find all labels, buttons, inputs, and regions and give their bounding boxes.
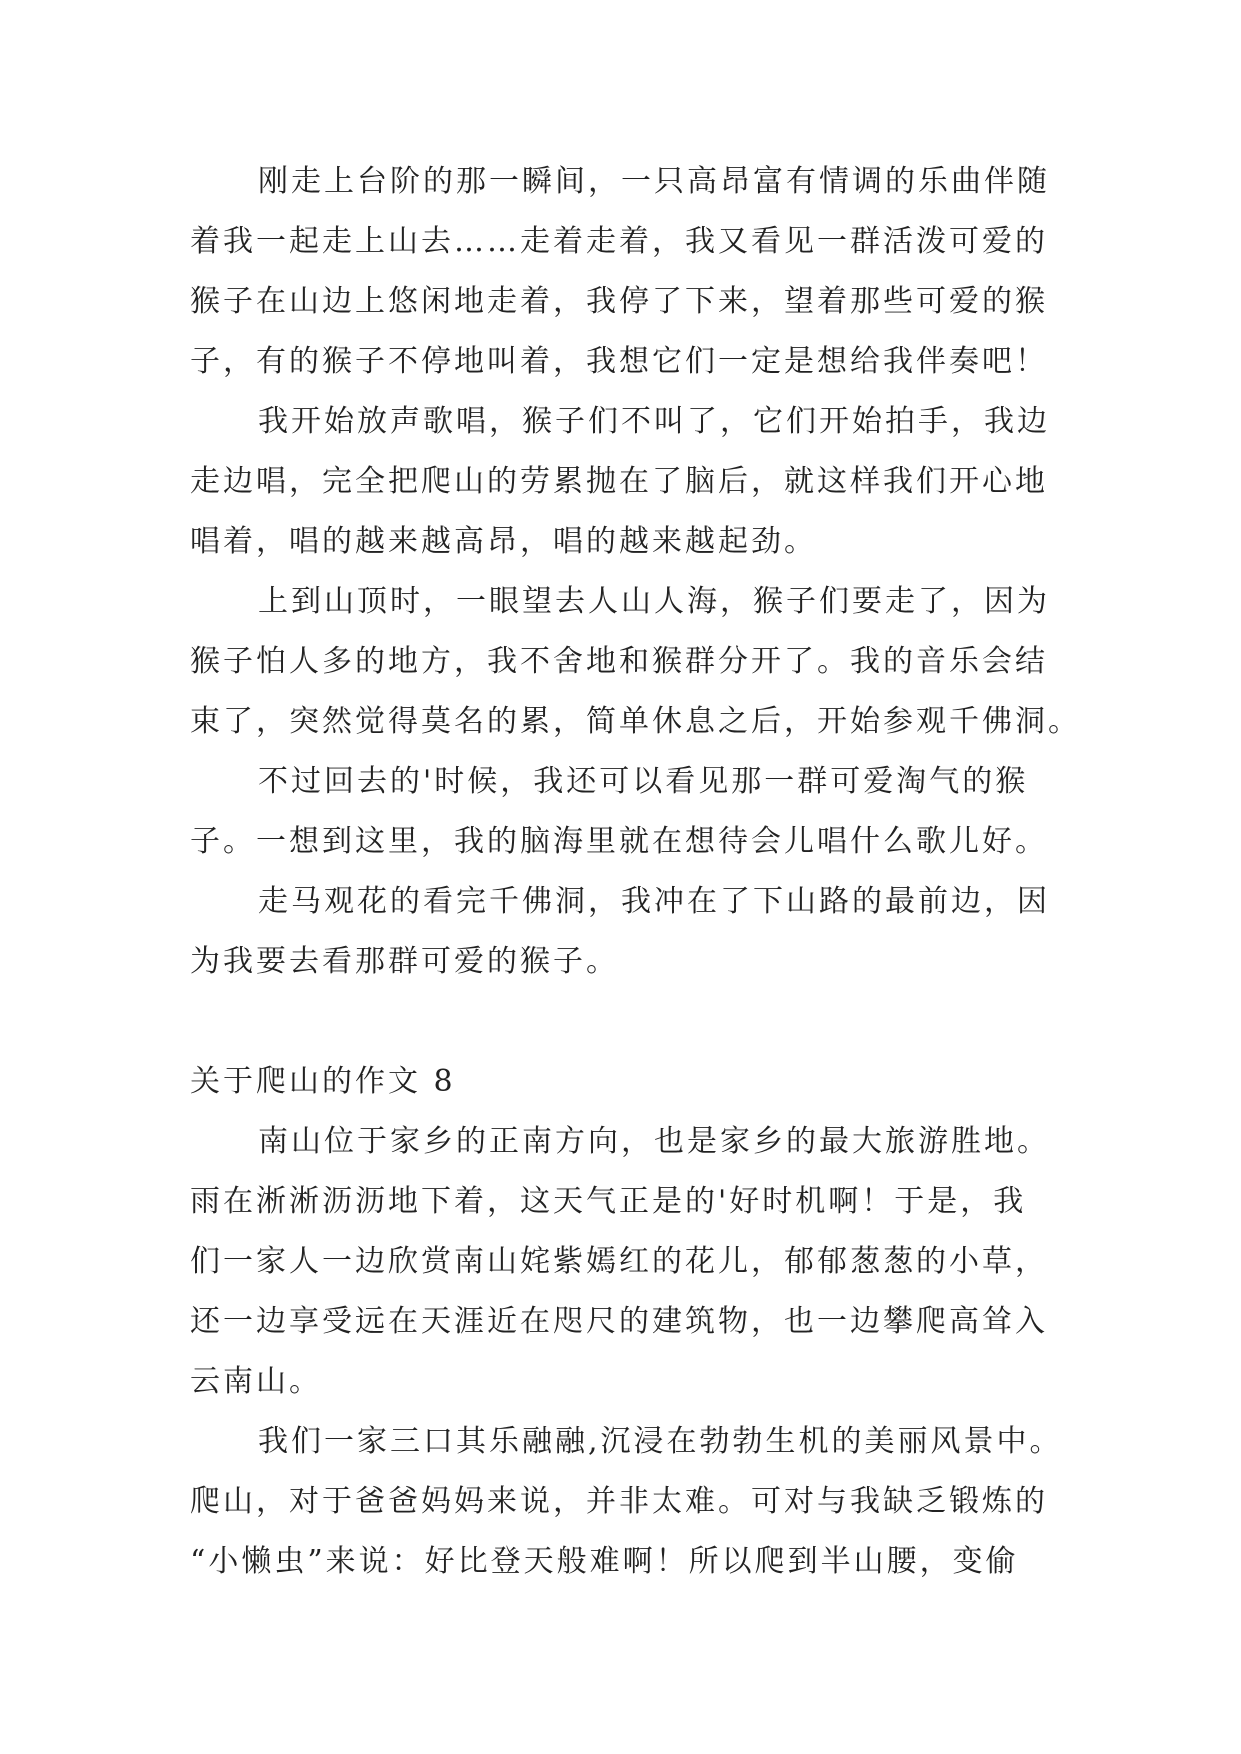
text-line: 猴子在山边上悠闲地走着，我停了下来，望着那些可爱的猴 <box>190 284 1048 319</box>
text-line: 为我要去看那群可爱的猴子。 <box>190 944 619 979</box>
text-line: 子。一想到这里，我的脑海里就在想待会儿唱什么歌儿好。 <box>190 824 1048 859</box>
text-line: 雨在淅淅沥沥地下着，这天气正是的'好时机啊！于是，我 <box>190 1184 1027 1219</box>
text-line: “小懒虫”来说：好比登天般难啊！所以爬到半山腰，变偷 <box>190 1544 1019 1579</box>
text-line: 南山位于家乡的正南方向，也是家乡的最大旅游胜地。 <box>258 1124 1050 1159</box>
text-line: 着我一起走上山去……走着走着，我又看见一群活泼可爱的 <box>190 224 1048 259</box>
text-line: 爬山，对于爸爸妈妈来说，并非太难。可对与我缺乏锻炼的 <box>190 1484 1048 1519</box>
text-line: 唱着，唱的越来越高昂，唱的越来越起劲。 <box>190 524 817 559</box>
text-line: 刚走上台阶的那一瞬间，一只高昂富有情调的乐曲伴随 <box>258 164 1050 199</box>
text-line: 云南山。 <box>190 1364 322 1399</box>
text-line: 子，有的猴子不停地叫着，我想它们一定是想给我伴奏吧！ <box>190 344 1048 379</box>
text-line: 不过回去的'时候，我还可以看见那一群可爱淘气的猴 <box>258 764 1029 799</box>
text-line: 走马观花的看完千佛洞，我冲在了下山路的最前边，因 <box>258 884 1050 919</box>
text-line: 上到山顶时，一眼望去人山人海，猴子们要走了，因为 <box>258 584 1050 619</box>
text-line: 我们一家三口其乐融融,沉浸在勃勃生机的美丽风景中。 <box>258 1424 1063 1459</box>
text-line: 我开始放声歌唱，猴子们不叫了，它们开始拍手，我边 <box>258 404 1050 439</box>
text-line: 束了，突然觉得莫名的累，简单休息之后，开始参观千佛洞。 <box>190 704 1081 739</box>
section-heading: 关于爬山的作文 8 <box>190 1064 456 1099</box>
text-line: 还一边享受远在天涯近在咫尺的建筑物，也一边攀爬高耸入 <box>190 1304 1048 1339</box>
text-line: 们一家人一边欣赏南山姹紫嫣红的花儿，郁郁葱葱的小草， <box>190 1244 1048 1279</box>
text-line: 猴子怕人多的地方，我不舍地和猴群分开了。我的音乐会结 <box>190 644 1048 679</box>
text-line: 走边唱，完全把爬山的劳累抛在了脑后，就这样我们开心地 <box>190 464 1048 499</box>
